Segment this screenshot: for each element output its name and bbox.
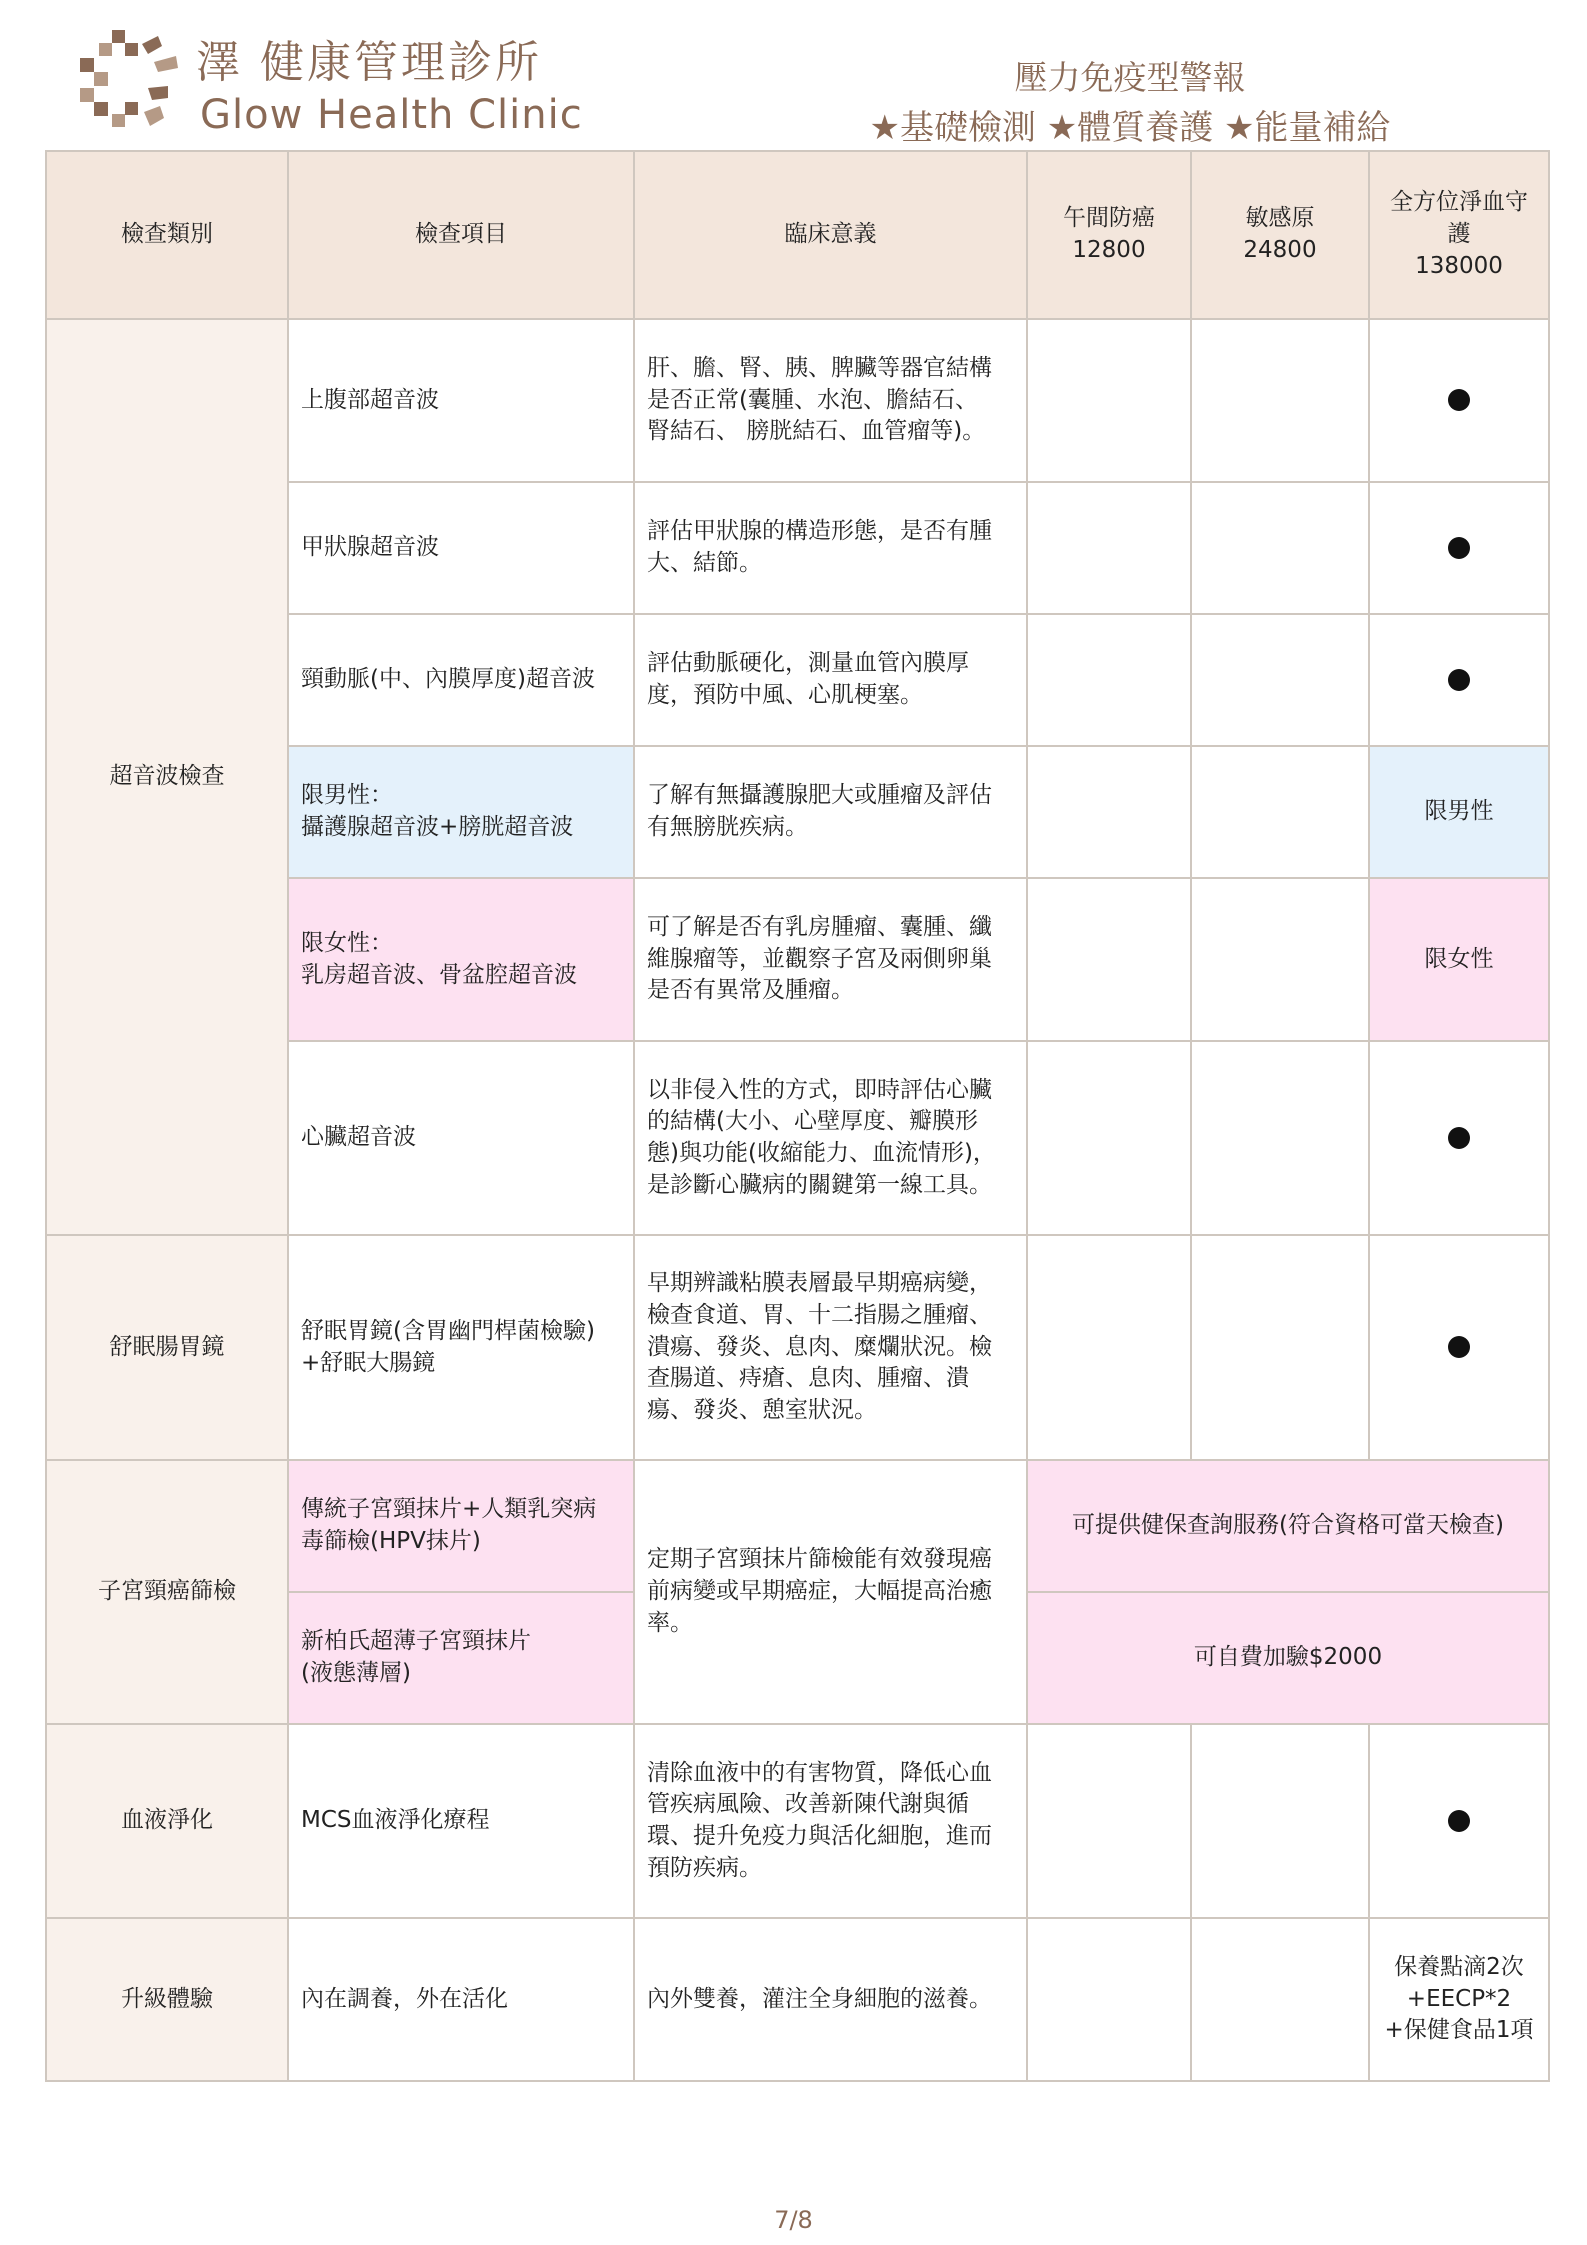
category-gi-endoscopy: 舒眠腸胃鏡	[46, 1235, 288, 1460]
package-name-line2: 護	[1447, 221, 1471, 248]
clinic-name-english: Glow Health Clinic	[200, 92, 583, 138]
item-cell-female	[288, 1592, 634, 1724]
pkg3-cell	[1369, 614, 1549, 746]
pkg1-cell	[1027, 319, 1191, 482]
pkg2-cell	[1191, 319, 1369, 482]
bonus-line: 保養點滴2次	[1394, 1953, 1524, 1980]
plan-title: 壓力免疫型警報	[1014, 58, 1246, 97]
included-dot-icon	[1448, 1810, 1470, 1832]
included-dot-icon	[1448, 1336, 1470, 1358]
meaning-line: 態)與功能(收縮能力、血流情形)，	[647, 1140, 996, 1166]
item-cell-male-only	[288, 746, 634, 878]
meaning-line: 有無膀胱疾病。	[647, 814, 808, 840]
item-line: 舒眠胃鏡(含胃幽門桿菌檢驗)	[301, 1317, 595, 1344]
meaning-line: 清除血液中的有害物質，降低心血	[647, 1759, 992, 1786]
item-cell: 上腹部超音波	[288, 319, 634, 482]
item-cell: MCS血液淨化療程	[288, 1724, 634, 1918]
item-cell: 頸動脈(中、內膜厚度)超音波	[288, 614, 634, 746]
table-row	[46, 1724, 1549, 1918]
plan-subtitle: ★基礎檢測 ★體質養護 ★能量補給	[869, 108, 1391, 148]
meaning-cell	[634, 1235, 1027, 1460]
clinic-logo-icon	[72, 26, 190, 138]
meaning-line: 是診斷心臟病的關鍵第一線工具。	[647, 1171, 992, 1198]
category-upgrade: 升級體驗	[46, 1918, 288, 2081]
table-row	[46, 319, 1549, 482]
item-cell: 內在調養，外在活化	[288, 1918, 634, 2081]
header-item: 檢查項目	[288, 151, 634, 319]
table-row	[46, 1918, 1549, 2081]
meaning-line: 是否有異常及腫瘤。	[647, 977, 854, 1004]
pkg2-cell	[1191, 614, 1369, 746]
pkg1-cell	[1027, 1724, 1191, 1918]
meaning-line: 環、提升免疫力與活化細胞，進而	[647, 1823, 992, 1849]
pkg1-cell	[1027, 1235, 1191, 1460]
meaning-line: 腎結石、 膀胱結石、血管瘤等)。	[647, 418, 986, 445]
pkg1-cell	[1027, 1918, 1191, 2081]
package-name: 敏感原	[1245, 205, 1315, 232]
header-meaning: 臨床意義	[634, 151, 1027, 319]
included-dot-icon	[1448, 669, 1470, 691]
item-line: 毒篩檢(HPV抹片)	[301, 1528, 481, 1554]
pkg2-cell	[1191, 482, 1369, 614]
pkg2-cell	[1191, 878, 1369, 1041]
item-line: 限女性：	[301, 929, 393, 956]
meaning-line: 早期辨識粘膜表層最早期癌病變，	[647, 1270, 992, 1297]
item-cell: 心臟超音波	[288, 1041, 634, 1235]
item-cell-female-only	[288, 878, 634, 1041]
pkg3-cell-female-only: 限女性	[1369, 878, 1549, 1041]
item-cell	[288, 1235, 634, 1460]
meaning-cell: 內外雙養，灌注全身細胞的滋養。	[634, 1918, 1027, 2081]
meaning-line: 率。	[647, 1609, 693, 1636]
header-package-allergen	[1191, 151, 1369, 319]
meaning-cell	[634, 1460, 1027, 1724]
meaning-line: 維腺瘤等，並觀察子宮及兩側卵巢	[647, 945, 992, 972]
meaning-line: 定期子宮頸抹片篩檢能有效發現癌	[647, 1546, 992, 1573]
meaning-line: 評估甲狀腺的構造形態，是否有腫	[647, 518, 992, 545]
pkg1-cell	[1027, 878, 1191, 1041]
category-blood-purification: 血液淨化	[46, 1724, 288, 1918]
nhi-service-note: 可提供健保查詢服務(符合資格可當天檢查)	[1027, 1460, 1549, 1592]
pkg1-cell	[1027, 746, 1191, 878]
pkg2-cell	[1191, 1918, 1369, 2081]
item-line: 攝護腺超音波+膀胱超音波	[301, 814, 574, 840]
meaning-line: 查腸道、痔瘡、息肉、腫瘤、潰	[647, 1365, 969, 1392]
pkg3-cell	[1369, 319, 1549, 482]
header-category: 檢查類別	[46, 151, 288, 319]
pkg3-cell	[1369, 482, 1549, 614]
item-line: 新柏氏超薄子宮頸抹片	[301, 1628, 531, 1655]
category-ultrasound: 超音波檢查	[46, 319, 288, 1235]
item-line: 乳房超音波、骨盆腔超音波	[301, 961, 577, 988]
pkg2-cell	[1191, 1235, 1369, 1460]
pkg1-cell	[1027, 614, 1191, 746]
category-cervical-screening: 子宮頸癌篩檢	[46, 1460, 288, 1724]
item-cell-female	[288, 1460, 634, 1592]
pkg2-cell	[1191, 1724, 1369, 1918]
header-package-blood-purification	[1369, 151, 1549, 319]
meaning-line: 大、結節。	[647, 550, 762, 576]
meaning-cell	[634, 746, 1027, 878]
page-header	[0, 0, 1587, 150]
meaning-line: 度，預防中風、心肌梗塞。	[647, 682, 923, 708]
meaning-line: 瘍、發炎、憩室狀況。	[647, 1397, 877, 1424]
pkg3-cell-male-only: 限男性	[1369, 746, 1549, 878]
pkg3-cell	[1369, 1041, 1549, 1235]
meaning-cell	[634, 319, 1027, 482]
package-name: 午間防癌	[1063, 205, 1155, 232]
item-line: +舒眠大腸鏡	[301, 1349, 436, 1376]
item-line: 傳統子宮頸抹片+人類乳突病	[301, 1496, 597, 1523]
pkg1-cell	[1027, 1041, 1191, 1235]
self-pay-addon-note: 可自費加驗$2000	[1027, 1592, 1549, 1724]
bonus-line: +保健食品1項	[1384, 2017, 1534, 2044]
pkg2-cell	[1191, 746, 1369, 878]
page-number: 7/8	[774, 2206, 813, 2234]
meaning-line: 了解有無攝護腺肥大或腫瘤及評估	[647, 782, 992, 809]
meaning-cell	[634, 1724, 1027, 1918]
header-package-lunch-cancer	[1027, 151, 1191, 319]
meaning-line: 潰瘍、發炎、息肉、糜爛狀況。檢	[647, 1333, 992, 1360]
meaning-line: 以非侵入性的方式，即時評估心臟	[647, 1076, 992, 1103]
meaning-cell	[634, 482, 1027, 614]
item-cell: 甲狀腺超音波	[288, 482, 634, 614]
meaning-line: 評估動脈硬化，測量血管內膜厚	[647, 650, 969, 677]
included-dot-icon	[1448, 537, 1470, 559]
meaning-line: 肝、膽、腎、胰、脾臟等器官結構	[647, 354, 992, 381]
item-line: (液態薄層)	[301, 1660, 411, 1686]
package-price: 138000	[1415, 252, 1503, 279]
bonus-line: +EECP*2	[1406, 1985, 1512, 2012]
meaning-line: 預防疾病。	[647, 1854, 762, 1881]
checkup-comparison-table	[45, 150, 1550, 2082]
meaning-line: 的結構(大小、心壁厚度、瓣膜形	[647, 1108, 978, 1135]
table-header-row	[46, 151, 1549, 319]
meaning-cell	[634, 1041, 1027, 1235]
meaning-line: 檢查食道、胃、十二指腸之腫瘤、	[647, 1301, 992, 1328]
meaning-line: 前病變或早期癌症，大幅提高治癒	[647, 1578, 992, 1605]
pkg1-cell	[1027, 482, 1191, 614]
package-price: 24800	[1243, 237, 1317, 263]
clinic-name-chinese: 澤 健康管理診所	[196, 37, 542, 88]
meaning-line: 管疾病風險、改善新陳代謝與循	[647, 1791, 969, 1818]
pkg3-cell	[1369, 1918, 1549, 2081]
meaning-cell	[634, 614, 1027, 746]
package-name-line1: 全方位淨血守	[1390, 189, 1528, 216]
pkg3-cell	[1369, 1724, 1549, 1918]
included-dot-icon	[1448, 1127, 1470, 1149]
included-dot-icon	[1448, 389, 1470, 411]
meaning-line: 是否正常(囊腫、水泡、膽結石、	[647, 386, 978, 413]
item-line: 限男性：	[301, 782, 393, 809]
package-price: 12800	[1072, 237, 1146, 263]
meaning-cell	[634, 878, 1027, 1041]
pkg3-cell	[1369, 1235, 1549, 1460]
meaning-line: 可了解是否有乳房腫瘤、囊腫、纖	[647, 913, 992, 940]
table-row	[46, 1460, 1549, 1592]
table-row	[46, 1235, 1549, 1460]
pkg2-cell	[1191, 1041, 1369, 1235]
